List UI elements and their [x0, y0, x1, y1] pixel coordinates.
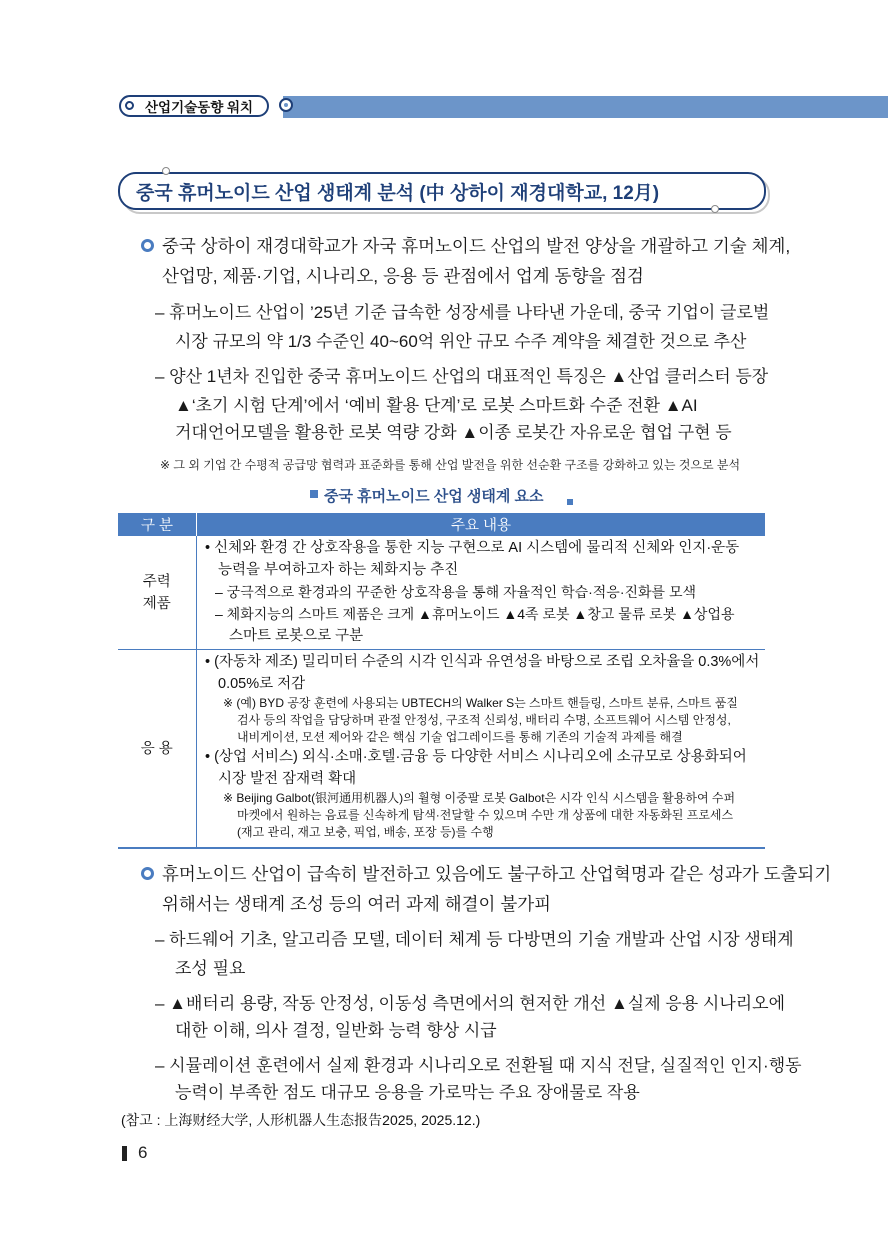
caption-mark-icon [310, 490, 318, 498]
sub-bullet: – 휴머노이드 산업이 ’25년 기준 급속한 성장세를 나타낸 가운데, 중국 기업이 글로벌 [155, 303, 770, 322]
table-line: 능력을 부여하고자 하는 체화지능 추진 [218, 562, 459, 578]
article-title [118, 172, 766, 210]
row-label [118, 536, 197, 650]
table-line: – 궁극적으로 환경과의 꾸준한 상호작용을 통해 자율적인 학습·적응·진화를 모색 [215, 584, 696, 600]
section-label: 산업기술동향 워치 [119, 95, 269, 117]
table-note: (재고 관리, 재고 보충, 픽업, 배송, 포장 등)를 수행 [237, 825, 494, 839]
bullet-ring-icon [141, 239, 154, 252]
row-content [197, 650, 766, 849]
sub-bullet: 능력이 부족한 점도 대규모 응용을 가로막는 주요 장애물로 작용 [175, 1083, 640, 1102]
table-note: 마켓에서 원하는 음료를 신속하게 탐색·전달할 수 있으며 수만 개 상품에 대한 자동화된 프로세스 [237, 808, 734, 822]
intro-line: 중국 상하이 재경대학교가 자국 휴머노이드 산업의 발전 양상을 개괄하고 기술 체계, [162, 236, 791, 256]
footnote: ※ 그 외 기업 간 수평적 공급망 협력과 표준화를 통해 산업 발전을 위한 선순환 구조를 강화하고 있는 것으로 분석 [160, 458, 741, 472]
table-line: – 체화지능의 스마트 제품은 크게 ▲휴머노이드 ▲4족 로봇 ▲창고 물류 로봇 ▲상업용 [215, 606, 735, 622]
row-content [197, 536, 766, 650]
article-title-text: 중국 휴머노이드 산업 생태계 분석 (中 상하이 재경대학교, 12月) [136, 182, 660, 204]
sub-bullet: – ▲배터리 용량, 작동 안정성, 이동성 측면에서의 현저한 개선 ▲실제 응용 시나리오에 [155, 994, 786, 1013]
bullet-ring-icon [141, 867, 154, 880]
intro-line: 산업망, 제품·기업, 시나리오, 응용 등 관점에서 업계 동향을 점검 [162, 266, 644, 286]
sub-bullet: ▲‘초기 시험 단계’에서 ‘예비 활용 단계’로 로봇 스마트화 수준 전환 ▲AI [175, 396, 698, 415]
sub-bullet: 거대언어모델을 활용한 로봇 역량 강화 ▲이종 로봇간 자유로운 협업 구현 등 [175, 423, 732, 442]
page-number: 6 [138, 1143, 148, 1162]
header-dot-icon [125, 101, 134, 110]
sub-bullet: – 하드웨어 기초, 알고리즘 모델, 데이터 체계 등 다방면의 기술 개발과 산업 시장 생태계 [155, 930, 794, 949]
section-line: 위해서는 생태계 조성 등의 여러 과제 해결이 불가피 [162, 894, 552, 914]
table-note: ※ Beijing Galbot(银河通用机器人)의 휠형 이중팔 로봇 Galbot은 시각 인식 시스템을 활용하여 수퍼 [223, 791, 736, 805]
sub-bullet: 조성 필요 [175, 959, 246, 978]
title-ring-icon [162, 167, 170, 175]
header-ring-icon [279, 98, 293, 112]
table-line: • (자동차 제조) 밀리미터 수준의 시각 인식과 유연성을 바탕으로 조립 오차율을 0.3%에서 [205, 654, 760, 670]
reference: (참고 : 上海财经大学, 人形机器人生态报告2025, 2025.12.) [121, 1112, 481, 1128]
table-row [118, 536, 766, 650]
table-note: ※ (예) BYD 공장 훈련에 사용되는 UBTECH의 Walker S는 스마트 핸들링, 스마트 분류, 스마트 품질 [223, 696, 738, 710]
table-note: 내비게이션, 모션 제어와 같은 핵심 기술 업그레이드를 통해 기존의 기술적 과제를 해결 [237, 730, 683, 744]
page-marker [122, 1146, 127, 1161]
table-line: 시장 발전 잠재력 확대 [218, 771, 357, 787]
table-line: 0.05%로 저감 [218, 676, 306, 692]
table-header: 구 분 [118, 513, 197, 536]
table-row [118, 650, 766, 849]
sub-bullet: 대한 이해, 의사 결정, 일반화 능력 향상 시급 [175, 1021, 497, 1040]
table-line: • 신체와 환경 간 상호작용을 통한 지능 구현으로 AI 시스템에 물리적 신체와 인지·운동 [205, 540, 740, 556]
section-line: 휴머노이드 산업이 급속히 발전하고 있음에도 불구하고 산업혁명과 같은 성과가 도출되기 [162, 864, 832, 884]
table-header: 주요 내용 [197, 513, 766, 536]
sub-bullet: – 양산 1년차 진입한 중국 휴머노이드 산업의 대표적인 특징은 ▲산업 클러스터 등장 [155, 367, 769, 386]
caption-mark-icon [567, 499, 573, 505]
row-label: 응 용 [118, 650, 197, 849]
table-line: • (상업 서비스) 외식·소매·호텔·금융 등 다양한 서비스 시나리오에 소규모로 상용화되어 [205, 749, 747, 765]
row-label-text: 주력 [142, 573, 171, 590]
sub-bullet: – 시뮬레이션 훈련에서 실제 환경과 시나리오로 전환될 때 지식 전달, 실질적인 인지·행동 [155, 1056, 802, 1075]
title-ring-icon [711, 205, 719, 213]
table-line: 스마트 로봇으로 구분 [229, 628, 364, 644]
table-caption: 중국 휴머노이드 산업 생태계 요소 [324, 488, 544, 505]
ecosystem-table [117, 513, 765, 849]
table-note: 검사 등의 작업을 담당하며 관절 안정성, 구조적 신뢰성, 배터리 수명, 소프트웨어 시스템 안정성, [237, 713, 731, 727]
sub-bullet: 시장 규모의 약 1/3 수준인 40~60억 위안 규모 수주 계약을 체결한 것으로 추산 [175, 332, 747, 351]
row-label-text: 제품 [142, 595, 171, 612]
header-band [283, 96, 888, 118]
